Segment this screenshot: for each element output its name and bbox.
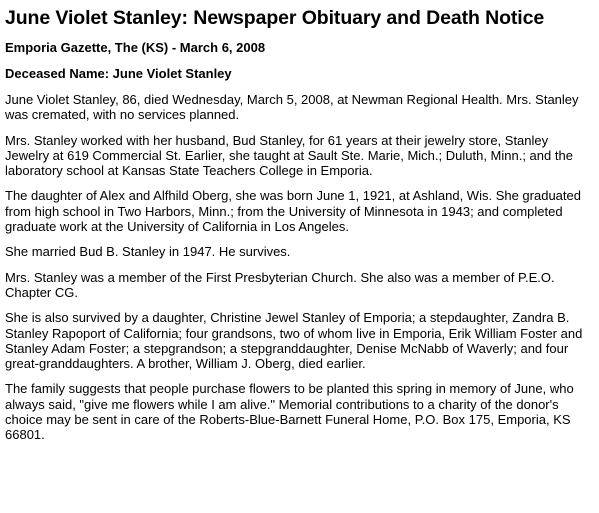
paragraph-marriage: She married Bud B. Stanley in 1947. He survives. bbox=[5, 244, 291, 260]
paragraph-career: Mrs. Stanley worked with her husband, Bud Stanley, for 61 years at their jewelry store, Stanley Jewelry at 619 Commercial St. Earlier, she taught at Sault Ste. Marie, Mich.; Duluth, Minn.; and the laboratory school at Kansas State Teachers College in Emporia. bbox=[5, 132, 573, 179]
page-title: June Violet Stanley: Newspaper Obituary and Death Notice bbox=[5, 7, 545, 29]
paragraph-memberships: Mrs. Stanley was a member of the First Presbyterian Church. She also was a member of P.E.O. Chapter CG. bbox=[5, 269, 555, 300]
paragraph-survivors: She is also survived by a daughter, Christine Jewel Stanley of Emporia; a stepdaughter, Zandra B. Stanley Rapoport of California; four grandsons, two of whom live in Emporia, Erik William Foster and Stanley Adam Foster; a stepgrandson; a stepgranddaughter, Denise McNabb of Waverly; and four great-granddaughters. A brother, William J. Oberg, died earlier. bbox=[5, 310, 583, 372]
paragraph-memorials: The family suggests that people purchase flowers to be planted this spring in memory of June, who always said, "give me flowers while I am alive." Memorial contributions to a charity of the donor's choice may be sent in care of the Roberts-Blue-Barnett Funeral Home, P.O. Box 175, Emporia, KS 66801. bbox=[5, 381, 574, 443]
obituary-body bbox=[5, 92, 599, 443]
paragraph-death: June Violet Stanley, 86, died Wednesday, March 5, 2008, at Newman Regional Health. Mrs. Stanley was cremated, with no services planned. bbox=[5, 92, 579, 123]
paragraph-early-life: The daughter of Alex and Alfhild Oberg, she was born June 1, 1921, at Ashland, Wis. She graduated from high school in Two Harbors, Minn.; from the University of Minnesota in 1943; and completed graduate work at the University of California in Los Angeles. bbox=[5, 188, 581, 235]
deceased-name: Deceased Name: June Violet Stanley bbox=[5, 66, 232, 81]
source-line: Emporia Gazette, The (KS) - March 6, 2008 bbox=[5, 40, 266, 55]
